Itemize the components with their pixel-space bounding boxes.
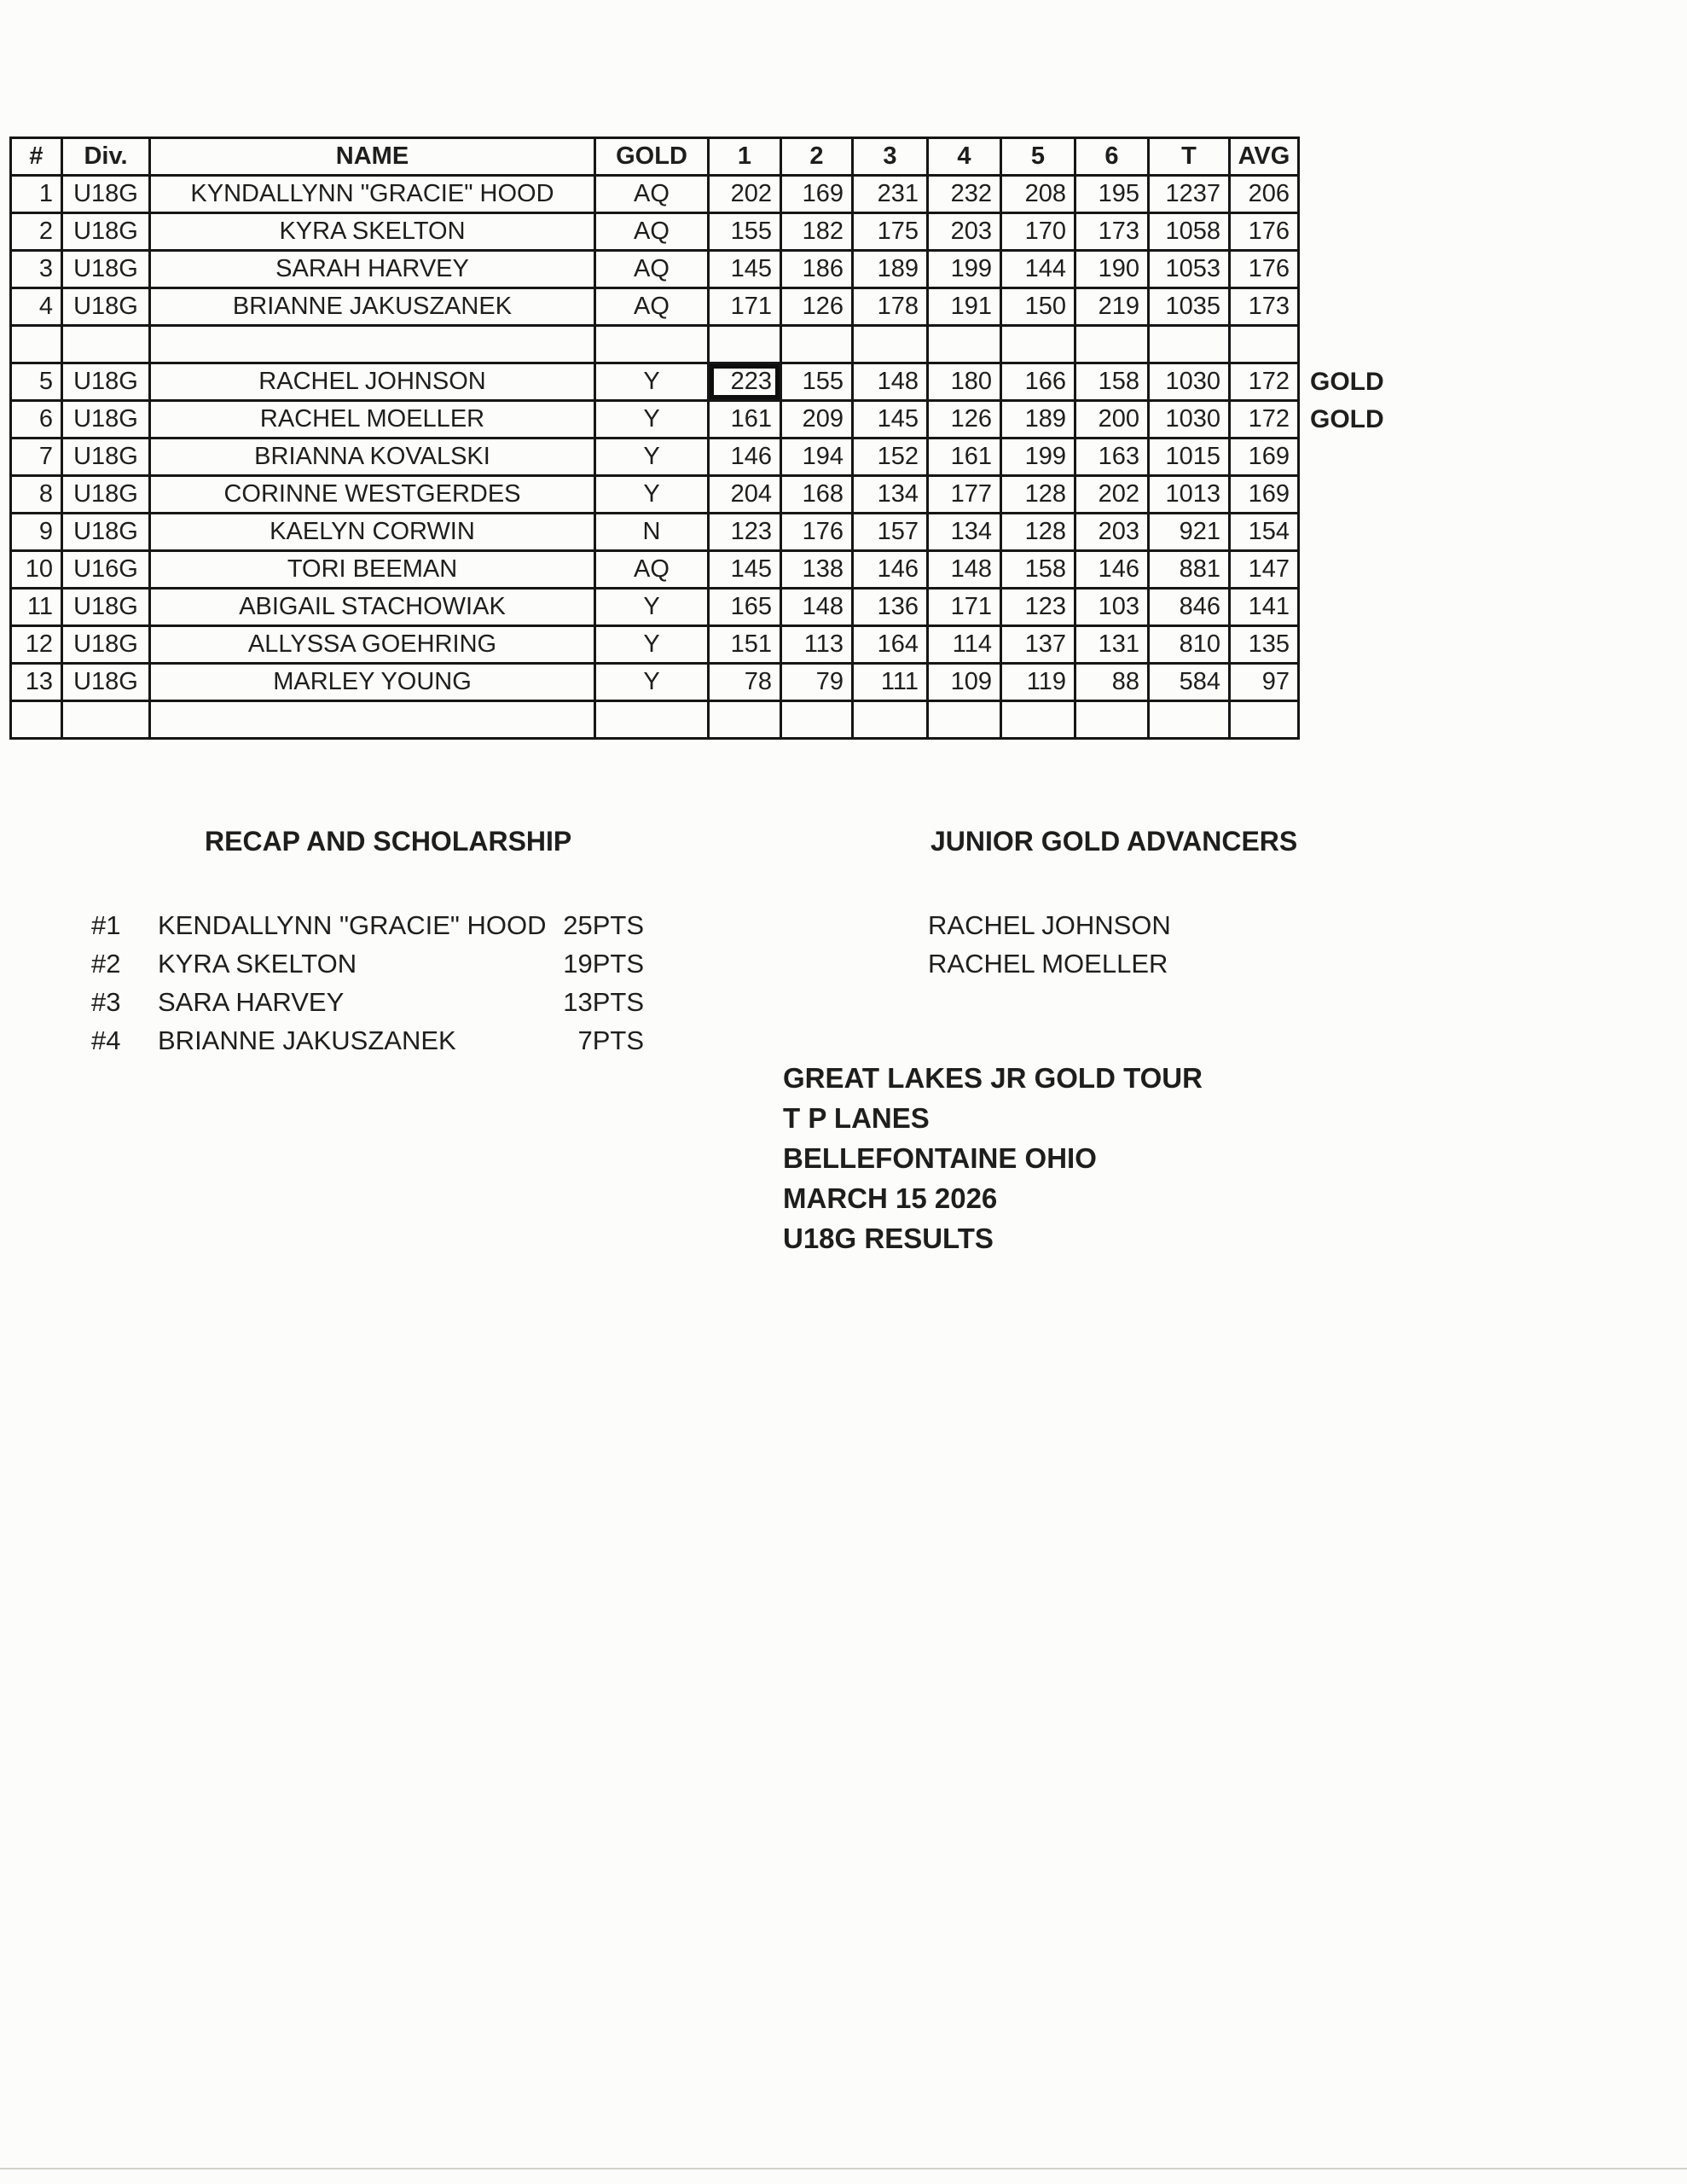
event-info-line: T P LANES [783,1102,930,1134]
cell-game-score: 145 [709,551,781,589]
recap-rank: #3 [91,986,121,1017]
cell-game-score: 114 [928,626,1001,664]
cell-average: 154 [1230,514,1299,551]
cell-bowler-name [150,326,595,363]
table-row [11,626,1299,664]
cell-gold-status: Y [595,664,709,701]
cell-game-score: 190 [1075,251,1149,288]
cell-game-score: 148 [781,589,853,626]
cell-division: U18G [62,176,150,213]
table-row [11,251,1299,288]
cell-bowler-name: KYNDALLYNN "GRACIE" HOOD [150,176,595,213]
cell-game-score: 164 [853,626,928,664]
cell-game-score: 208 [1001,176,1075,213]
recap-rank: #2 [91,948,121,979]
cell-bowler-name: KAELYN CORWIN [150,514,595,551]
column-header: Div. [62,138,150,176]
cell-gold-status: Y [595,626,709,664]
recap-points: 7PTS [577,1025,644,1055]
cell-game-score: 128 [1001,514,1075,551]
cell-game-score [853,701,928,739]
cell-bowler-name: CORINNE WESTGERDES [150,476,595,514]
cell-place: 13 [11,664,62,701]
cell-division: U18G [62,288,150,326]
cell-game-score: 113 [781,626,853,664]
cell-game-score: 123 [1001,589,1075,626]
cell-game-score: 194 [781,439,853,476]
cell-game-score: 134 [928,514,1001,551]
cell-game-score: 145 [709,251,781,288]
cell-game-score: 223 [709,363,781,401]
cell-game-score: 146 [853,551,928,589]
column-header: 5 [1001,138,1075,176]
results-table [9,136,1300,740]
cell-average: 176 [1230,251,1299,288]
cell-game-score: 78 [709,664,781,701]
cell-game-score: 203 [928,213,1001,251]
recap-points: 19PTS [563,948,644,979]
cell-game-score: 161 [709,401,781,439]
cell-game-score: 186 [781,251,853,288]
cell-bowler-name: ALLYSSA GOEHRING [150,626,595,664]
recap-bowler-name: BRIANNE JAKUSZANEK [158,1025,456,1055]
cell-game-score: 146 [1075,551,1149,589]
cell-gold-status: Y [595,363,709,401]
cell-game-score: 155 [781,363,853,401]
cell-division: U18G [62,363,150,401]
cell-game-score: 158 [1001,551,1075,589]
cell-game-score [1075,701,1149,739]
cell-gold-status: AQ [595,176,709,213]
cell-game-score: 123 [709,514,781,551]
recap-rank: #1 [91,909,121,940]
gold-advancer-note: GOLD [1310,367,1384,396]
recap-list [91,906,644,1060]
cell-average: 169 [1230,439,1299,476]
cell-game-score: 199 [1001,439,1075,476]
cell-place: 2 [11,213,62,251]
cell-game-score: 204 [709,476,781,514]
cell-gold-status: Y [595,589,709,626]
recap-bowler-name: KENDALLYNN "GRACIE" HOOD [158,909,547,940]
gold-advancer-note: GOLD [1310,404,1384,433]
cell-game-score: 157 [853,514,928,551]
cell-game-score: 219 [1075,288,1149,326]
cell-average: 176 [1230,213,1299,251]
cell-game-score: 178 [853,288,928,326]
cell-game-score: 79 [781,664,853,701]
cell-game-score: 202 [1075,476,1149,514]
cell-bowler-name: SARAH HARVEY [150,251,595,288]
cell-place: 10 [11,551,62,589]
column-header: T [1149,138,1230,176]
cell-total: 1030 [1149,363,1230,401]
cell-place: 1 [11,176,62,213]
table-header-row [11,138,1299,176]
column-header: # [11,138,62,176]
advancers-title: JUNIOR GOLD ADVANCERS [930,826,1298,857]
cell-gold-status: Y [595,476,709,514]
cell-game-score: 145 [853,401,928,439]
cell-game-score: 168 [781,476,853,514]
cell-gold-status: AQ [595,213,709,251]
advancer-name: RACHEL JOHNSON [928,909,1171,940]
cell-total: 846 [1149,589,1230,626]
cell-total [1149,701,1230,739]
column-header: 6 [1075,138,1149,176]
cell-game-score: 128 [1001,476,1075,514]
cell-game-score: 111 [853,664,928,701]
cell-average: 172 [1230,363,1299,401]
cell-game-score: 169 [781,176,853,213]
cell-bowler-name: TORI BEEMAN [150,551,595,589]
cell-bowler-name: BRIANNA KOVALSKI [150,439,595,476]
cell-bowler-name: ABIGAIL STACHOWIAK [150,589,595,626]
table-row [11,213,1299,251]
cell-place: 7 [11,439,62,476]
cell-game-score: 138 [781,551,853,589]
cell-game-score: 151 [709,626,781,664]
cell-game-score: 232 [928,176,1001,213]
cell-place: 5 [11,363,62,401]
column-header: 1 [709,138,781,176]
cell-total: 1058 [1149,213,1230,251]
column-header: AVG [1230,138,1299,176]
cell-place: 3 [11,251,62,288]
cell-game-score: 144 [1001,251,1075,288]
cell-game-score [1075,326,1149,363]
cell-bowler-name [150,701,595,739]
cell-average [1230,326,1299,363]
cell-average: 147 [1230,551,1299,589]
recap-entry [91,1021,644,1060]
cell-division: U18G [62,439,150,476]
recap-entry [91,983,644,1021]
recap-rank: #4 [91,1025,121,1055]
cell-bowler-name: KYRA SKELTON [150,213,595,251]
cell-game-score: 166 [1001,363,1075,401]
cell-gold-status: AQ [595,551,709,589]
table-row [11,589,1299,626]
table-row [11,439,1299,476]
cell-total: 1035 [1149,288,1230,326]
cell-game-score: 126 [928,401,1001,439]
cell-game-score: 137 [1001,626,1075,664]
cell-total: 1237 [1149,176,1230,213]
cell-total: 881 [1149,551,1230,589]
cell-game-score: 200 [1075,401,1149,439]
cell-game-score: 161 [928,439,1001,476]
cell-game-score [781,701,853,739]
cell-game-score: 88 [1075,664,1149,701]
cell-game-score: 176 [781,514,853,551]
cell-game-score: 202 [709,176,781,213]
cell-game-score [928,701,1001,739]
cell-average: 135 [1230,626,1299,664]
cell-average: 97 [1230,664,1299,701]
cell-game-score: 182 [781,213,853,251]
cell-gold-status: AQ [595,288,709,326]
cell-game-score: 136 [853,589,928,626]
event-info-block [783,1058,1203,1258]
recap-title: RECAP AND SCHOLARSHIP [205,826,572,857]
cell-game-score: 146 [709,439,781,476]
cell-game-score: 189 [1001,401,1075,439]
cell-gold-status [595,326,709,363]
recap-entry [91,944,644,983]
cell-place: 11 [11,589,62,626]
table-row-empty [11,701,1299,739]
table-row [11,288,1299,326]
cell-bowler-name: RACHEL JOHNSON [150,363,595,401]
column-header: NAME [150,138,595,176]
cell-average: 141 [1230,589,1299,626]
cell-average: 206 [1230,176,1299,213]
cell-game-score: 152 [853,439,928,476]
event-info-line: GREAT LAKES JR GOLD TOUR [783,1062,1203,1094]
table-row [11,476,1299,514]
cell-gold-status: AQ [595,251,709,288]
cell-game-score: 199 [928,251,1001,288]
cell-game-score: 209 [781,401,853,439]
cell-gold-status: Y [595,401,709,439]
cell-game-score: 155 [709,213,781,251]
recap-points: 25PTS [563,909,644,940]
cell-game-score: 191 [928,288,1001,326]
table-row [11,514,1299,551]
cell-bowler-name: MARLEY YOUNG [150,664,595,701]
scan-bottom-edge [0,2168,1687,2169]
cell-division: U18G [62,514,150,551]
cell-game-score: 165 [709,589,781,626]
cell-gold-status [595,701,709,739]
cell-division [62,701,150,739]
cell-game-score: 150 [1001,288,1075,326]
cell-game-score: 231 [853,176,928,213]
cell-division [62,326,150,363]
cell-total: 1053 [1149,251,1230,288]
table-row [11,363,1299,401]
cell-division: U18G [62,626,150,664]
advancers-list [928,906,1171,983]
cell-gold-status: N [595,514,709,551]
cell-game-score [781,326,853,363]
cell-game-score [928,326,1001,363]
event-info-line: BELLEFONTAINE OHIO [783,1142,1097,1174]
cell-division: U18G [62,664,150,701]
cell-bowler-name: BRIANNE JAKUSZANEK [150,288,595,326]
cell-place [11,326,62,363]
cell-game-score: 175 [853,213,928,251]
column-header: GOLD [595,138,709,176]
cell-place [11,701,62,739]
cell-game-score [1001,326,1075,363]
cell-division: U16G [62,551,150,589]
cell-game-score [709,701,781,739]
cell-total [1149,326,1230,363]
column-header: 3 [853,138,928,176]
cell-game-score: 148 [928,551,1001,589]
advancer-name: RACHEL MOELLER [928,948,1168,979]
cell-game-score [853,326,928,363]
event-info-line: U18G RESULTS [783,1223,994,1254]
cell-game-score: 177 [928,476,1001,514]
cell-game-score: 171 [928,589,1001,626]
cell-place: 12 [11,626,62,664]
cell-game-score: 126 [781,288,853,326]
cell-game-score: 171 [709,288,781,326]
cell-place: 4 [11,288,62,326]
cell-game-score: 170 [1001,213,1075,251]
event-info-line: MARCH 15 2026 [783,1182,998,1214]
cell-game-score [709,326,781,363]
table-row [11,176,1299,213]
recap-bowler-name: SARA HARVEY [158,986,345,1017]
cell-game-score: 131 [1075,626,1149,664]
table-row [11,401,1299,439]
cell-game-score: 180 [928,363,1001,401]
cell-place: 8 [11,476,62,514]
cell-average: 173 [1230,288,1299,326]
cell-division: U18G [62,213,150,251]
column-header: 4 [928,138,1001,176]
cell-game-score: 195 [1075,176,1149,213]
cell-game-score: 173 [1075,213,1149,251]
cell-game-score [1001,701,1075,739]
recap-bowler-name: KYRA SKELTON [158,948,357,979]
cell-average: 172 [1230,401,1299,439]
cell-game-score: 163 [1075,439,1149,476]
cell-place: 6 [11,401,62,439]
cell-division: U18G [62,251,150,288]
cell-game-score: 119 [1001,664,1075,701]
cell-game-score: 189 [853,251,928,288]
cell-total: 584 [1149,664,1230,701]
cell-average [1230,701,1299,739]
table-row [11,551,1299,589]
column-header: 2 [781,138,853,176]
recap-entry [91,906,644,944]
cell-total: 921 [1149,514,1230,551]
cell-gold-status: Y [595,439,709,476]
table-body [11,176,1299,739]
cell-division: U18G [62,589,150,626]
cell-game-score: 103 [1075,589,1149,626]
cell-total: 810 [1149,626,1230,664]
table-row [11,664,1299,701]
cell-game-score: 203 [1075,514,1149,551]
cell-division: U18G [62,476,150,514]
cell-total: 1030 [1149,401,1230,439]
cell-total: 1015 [1149,439,1230,476]
cell-place: 9 [11,514,62,551]
cell-game-score: 148 [853,363,928,401]
cell-game-score: 109 [928,664,1001,701]
recap-points: 13PTS [563,986,644,1017]
cell-division: U18G [62,401,150,439]
cell-game-score: 134 [853,476,928,514]
cell-game-score: 158 [1075,363,1149,401]
cell-total: 1013 [1149,476,1230,514]
cell-bowler-name: RACHEL MOELLER [150,401,595,439]
cell-average: 169 [1230,476,1299,514]
table-row-empty [11,326,1299,363]
